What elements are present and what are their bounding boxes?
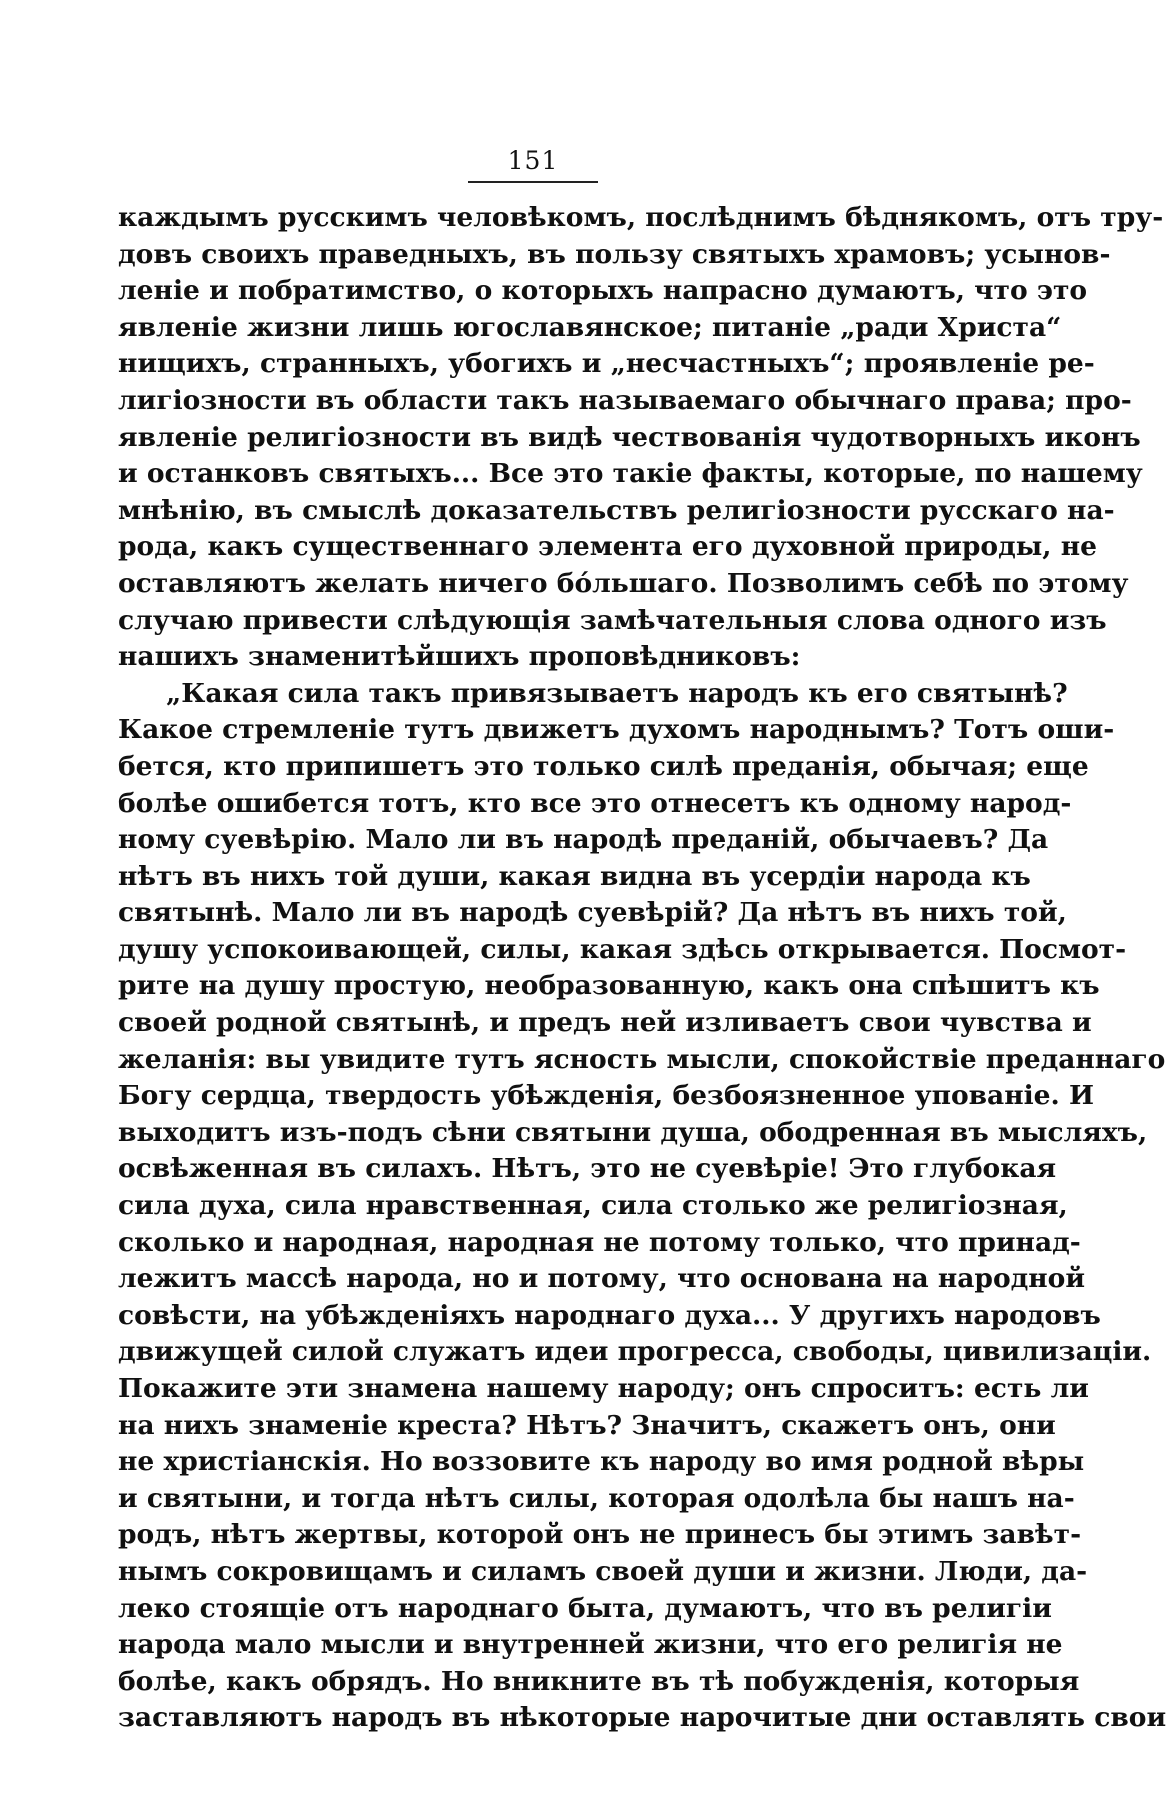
- text-line: душу успокоивающей, силы, какая здѣсь открывается. Посмот-: [118, 933, 1127, 965]
- text-line: явленіе жизни лишь югославянское; питаніе „ради Христа“: [118, 311, 1062, 343]
- text-line: Богу сердца, твердость убѣжденія, безбоязненное упованіе. И: [118, 1080, 1095, 1112]
- text-line: оставляютъ желать ничего бо́льшаго. Позволимъ себѣ по этому: [118, 567, 1129, 599]
- text-line: Покажите эти знамена нашему народу; онъ спроситъ: есть ли: [118, 1373, 1089, 1404]
- text-line: рите на душу простую, необразованную, какъ она спѣшитъ къ: [118, 970, 1100, 1002]
- text-line: не христіанскія. Но воззовите къ народу во имя родной вѣры: [118, 1446, 1085, 1478]
- text-line: болѣе ошибется тотъ, кто все это отнесетъ къ одному народ-: [118, 787, 1072, 819]
- body-text: [118, 200, 1166, 1737]
- text-line: своей родной святынѣ, и предъ ней изливаетъ свои чувства и: [118, 1007, 1092, 1039]
- text-line: родъ, нѣтъ жертвы, которой онъ не принесъ бы этимъ завѣт-: [118, 1519, 1082, 1551]
- text-line: освѣженная въ силахъ. Нѣтъ, это не суевѣріе! Это глубокая: [118, 1153, 1057, 1185]
- text-line: и останковъ святыхъ... Все это такіе факты, которые, по нашему: [118, 458, 1143, 490]
- text-line: бется, кто припишетъ это только силѣ преданія, обычая; еще: [118, 750, 1089, 782]
- page-number-rule: [468, 181, 598, 183]
- text-line: движущей силой служатъ идеи прогресса, свободы, цивилизаціи.: [118, 1336, 1152, 1368]
- text-line: Какое стремленіе тутъ движетъ духомъ народнымъ? Тотъ оши-: [118, 714, 1115, 746]
- text-line: сколько и народная, народная не потому только, что принад-: [118, 1226, 1081, 1258]
- text-line: явленіе религіозности въ видѣ чествованія чудотворныхъ иконъ: [118, 421, 1141, 453]
- text-line: ному суевѣрію. Мало ли въ народѣ преданій, обычаевъ? Да: [118, 824, 1049, 856]
- text-line: рода, какъ существеннаго элемента его духовной природы, не: [118, 531, 1098, 563]
- text-line: довъ своихъ праведныхъ, въ пользу святыхъ храмовъ; усынов-: [118, 238, 1111, 270]
- text-line: заставляютъ народъ въ нѣкоторые нарочитые дни оставлять свои: [118, 1702, 1166, 1734]
- text-line: святынѣ. Мало ли въ народѣ суевѣрій? Да нѣтъ въ нихъ той,: [118, 897, 1067, 929]
- text-line: нищихъ, странныхъ, убогихъ и „несчастныхъ“; проявленіе ре-: [118, 348, 1095, 380]
- text-line: мнѣнію, въ смыслѣ доказательствъ религіозности русскаго на-: [118, 494, 1115, 526]
- text-line-quote-start: „Какая сила такъ привязываетъ народъ къ его святынѣ?: [166, 677, 1068, 709]
- text-line: болѣе, какъ обрядъ. Но вникните въ тѣ побужденія, которыя: [118, 1665, 1080, 1697]
- text-line: выходитъ изъ-подъ сѣни святыни душа, ободренная въ мысляхъ,: [118, 1116, 1148, 1148]
- text-line: каждымъ русскимъ человѣкомъ, послѣднимъ бѣднякомъ, отъ тру-: [118, 202, 1164, 233]
- text-line: народа мало мысли и внутренней жизни, что его религія не: [118, 1629, 1063, 1661]
- page-number: 151: [507, 146, 559, 175]
- text-line: совѣсти, на убѣжденіяхъ народнаго духа... У другихъ народовъ: [118, 1299, 1101, 1331]
- text-line: случаю привести слѣдующія замѣчательныя слова одного изъ: [118, 604, 1107, 636]
- text-line: и святыни, и тогда нѣтъ силы, которая одолѣла бы нашъ на-: [118, 1482, 1075, 1514]
- text-line: сила духа, сила нравственная, сила столько же религіозная,: [118, 1190, 1068, 1222]
- text-line: леко стоящіе отъ народнаго быта, думаютъ, что въ религіи: [118, 1592, 1052, 1624]
- text-line: на нихъ знаменіе креста? Нѣтъ? Значитъ, скажетъ онъ, они: [118, 1409, 1056, 1441]
- text-line: лежитъ массѣ народа, но и потому, что основана на народной: [118, 1263, 1086, 1295]
- text-line: желанія: вы увидите тутъ ясность мысли, спокойствіе преданнаго: [118, 1043, 1166, 1075]
- text-line: лигіозности въ области такъ называемаго обычнаго права; про-: [118, 384, 1132, 416]
- text-line: леніе и побратимство, о которыхъ напрасно думаютъ, что это: [118, 275, 1088, 307]
- text-line: нымъ сокровищамъ и силамъ своей души и жизни. Люди, да-: [118, 1555, 1088, 1587]
- text-line: нѣтъ въ нихъ той души, какая видна въ усердіи народа къ: [118, 860, 1031, 892]
- text-line: нашихъ знаменитѣйшихъ проповѣдниковъ:: [118, 641, 801, 673]
